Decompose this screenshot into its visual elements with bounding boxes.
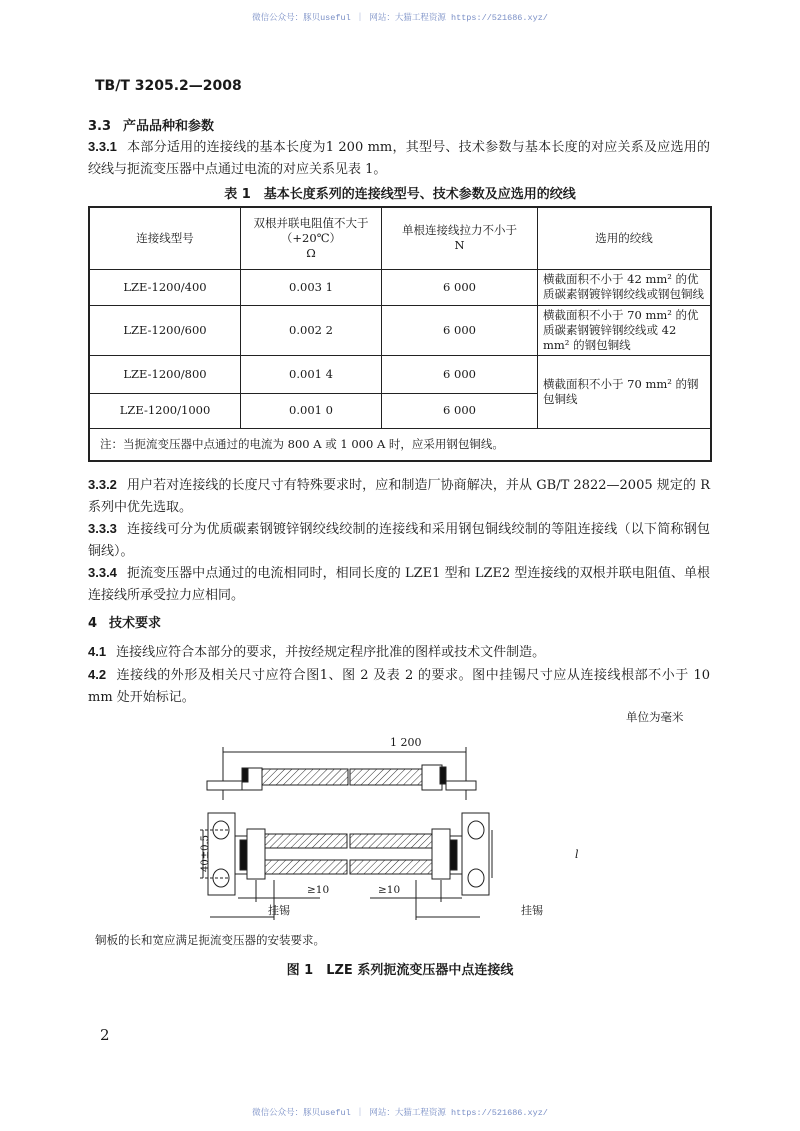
wire-cell: 横截面积不小于 42 mm² 的优质碳素钢镀锌钢绞线或钢包铜线 [538,269,712,305]
standard-header: TB/T 3205.2—2008 [95,78,242,94]
watermark-top: 微信公众号：豚贝useful ｜ 网站：大猫工程资源 https://521686.xyz/ [252,13,548,23]
page-number: 2 [100,1026,110,1044]
figure-note: 铜板的长和宽应满足扼流变压器的安装要求。 [95,933,325,947]
dimension-l-label: l [575,848,579,861]
section-4-heading: 4 技术要求 [88,616,162,631]
wire-cell: 横截面积不小于 70 mm² 的优质碳素钢镀锌钢绞线或 42 mm² 的钢包铜线 [538,305,712,355]
resistance-cell: 0.003 1 [241,269,382,305]
resistance-cell: 0.001 4 [241,355,382,393]
tension-cell: 6 000 [382,305,538,355]
header-cell: 单根连接线拉力不小于 N [382,207,538,269]
tin-left-label: 挂锡 [268,904,290,917]
resistance-cell: 0.001 0 [241,393,382,428]
model-cell: LZE-1200/800 [89,355,241,393]
watermark-bottom: 微信公众号：豚贝useful ｜ 网站：大猫工程资源 https://521686.xyz/ [252,1108,548,1118]
section-3-3-heading: 3.3 产品品种和参数 [88,119,215,134]
section-4-1: 4.1 连接线应符合本部分的要求，并按经规定程序批准的图样或技术文件制造。 [88,644,546,660]
tension-cell: 6 000 [382,269,538,305]
section-3-3-3: 3.3.3 连接线可分为优质碳素钢镀锌钢绞线绞制的连接线和采用钢包铜线绞制的等阻连接线（以下简称钢包铜线）。 [88,521,710,559]
section-3-3-2: 3.3.2 用户若对连接线的长度尺寸有特殊要求时，应和制造厂协商解决，并从 GB/T 2822—2005 规定的 R 系列中优先选取。 [88,477,710,515]
wire-cell: 横截面积不小于 70 mm² 的钢包铜线 [538,355,712,428]
header-cell: 选用的绞线 [538,207,712,269]
unit-label: 单位为毫米 [626,710,684,724]
model-cell: LZE-1200/600 [89,305,241,355]
model-cell: LZE-1200/400 [89,269,241,305]
table-note: 注：当扼流变压器中点通过的电流为 800 A 或 1 000 A 时，应采用钢包铜线。 [89,428,711,461]
section-3-3-4: 3.3.4 扼流变压器中点通过的电流相同时，相同长度的 LZE1 型和 LZE2 型连接线的双根并联电阻值、单根连接线所承受拉力应相同。 [88,565,710,603]
resistance-cell: 0.002 2 [241,305,382,355]
section-4-2: 4.2 连接线的外形及相关尺寸应符合图1、图 2 及表 2 的要求。图中挂锡尺寸应从连接线根部不小于 10 mm 处开始标记。 [88,667,710,705]
tension-cell: 6 000 [382,393,538,428]
tension-cell: 6 000 [382,355,538,393]
dimension-hole-label: 40±0.5 [200,834,212,873]
dimension-length-label: 1 200 [390,736,422,749]
figure-1-caption: 图 1 LZE 系列扼流变压器中点连接线 [286,963,514,978]
min-length-right-label: ≥10 [378,884,401,896]
header-cell: 连接线型号 [89,207,241,269]
section-3-3-1: 3.3.1 本部分适用的连接线的基本长度为1 200 mm，其型号、技术参数与基本长度的对应关系及应选用的绞线与扼流变压器中点通过电流的对应关系见表 1。 [88,139,710,177]
min-length-left-label: ≥10 [307,884,330,896]
tin-right-label: 挂锡 [521,904,543,917]
header-cell: 双根并联电阻值不大于 （+20℃） Ω [241,207,382,269]
model-cell: LZE-1200/1000 [89,393,241,428]
table-1-caption: 表 1 基本长度系列的连接线型号、技术参数及应选用的绞线 [224,187,576,202]
